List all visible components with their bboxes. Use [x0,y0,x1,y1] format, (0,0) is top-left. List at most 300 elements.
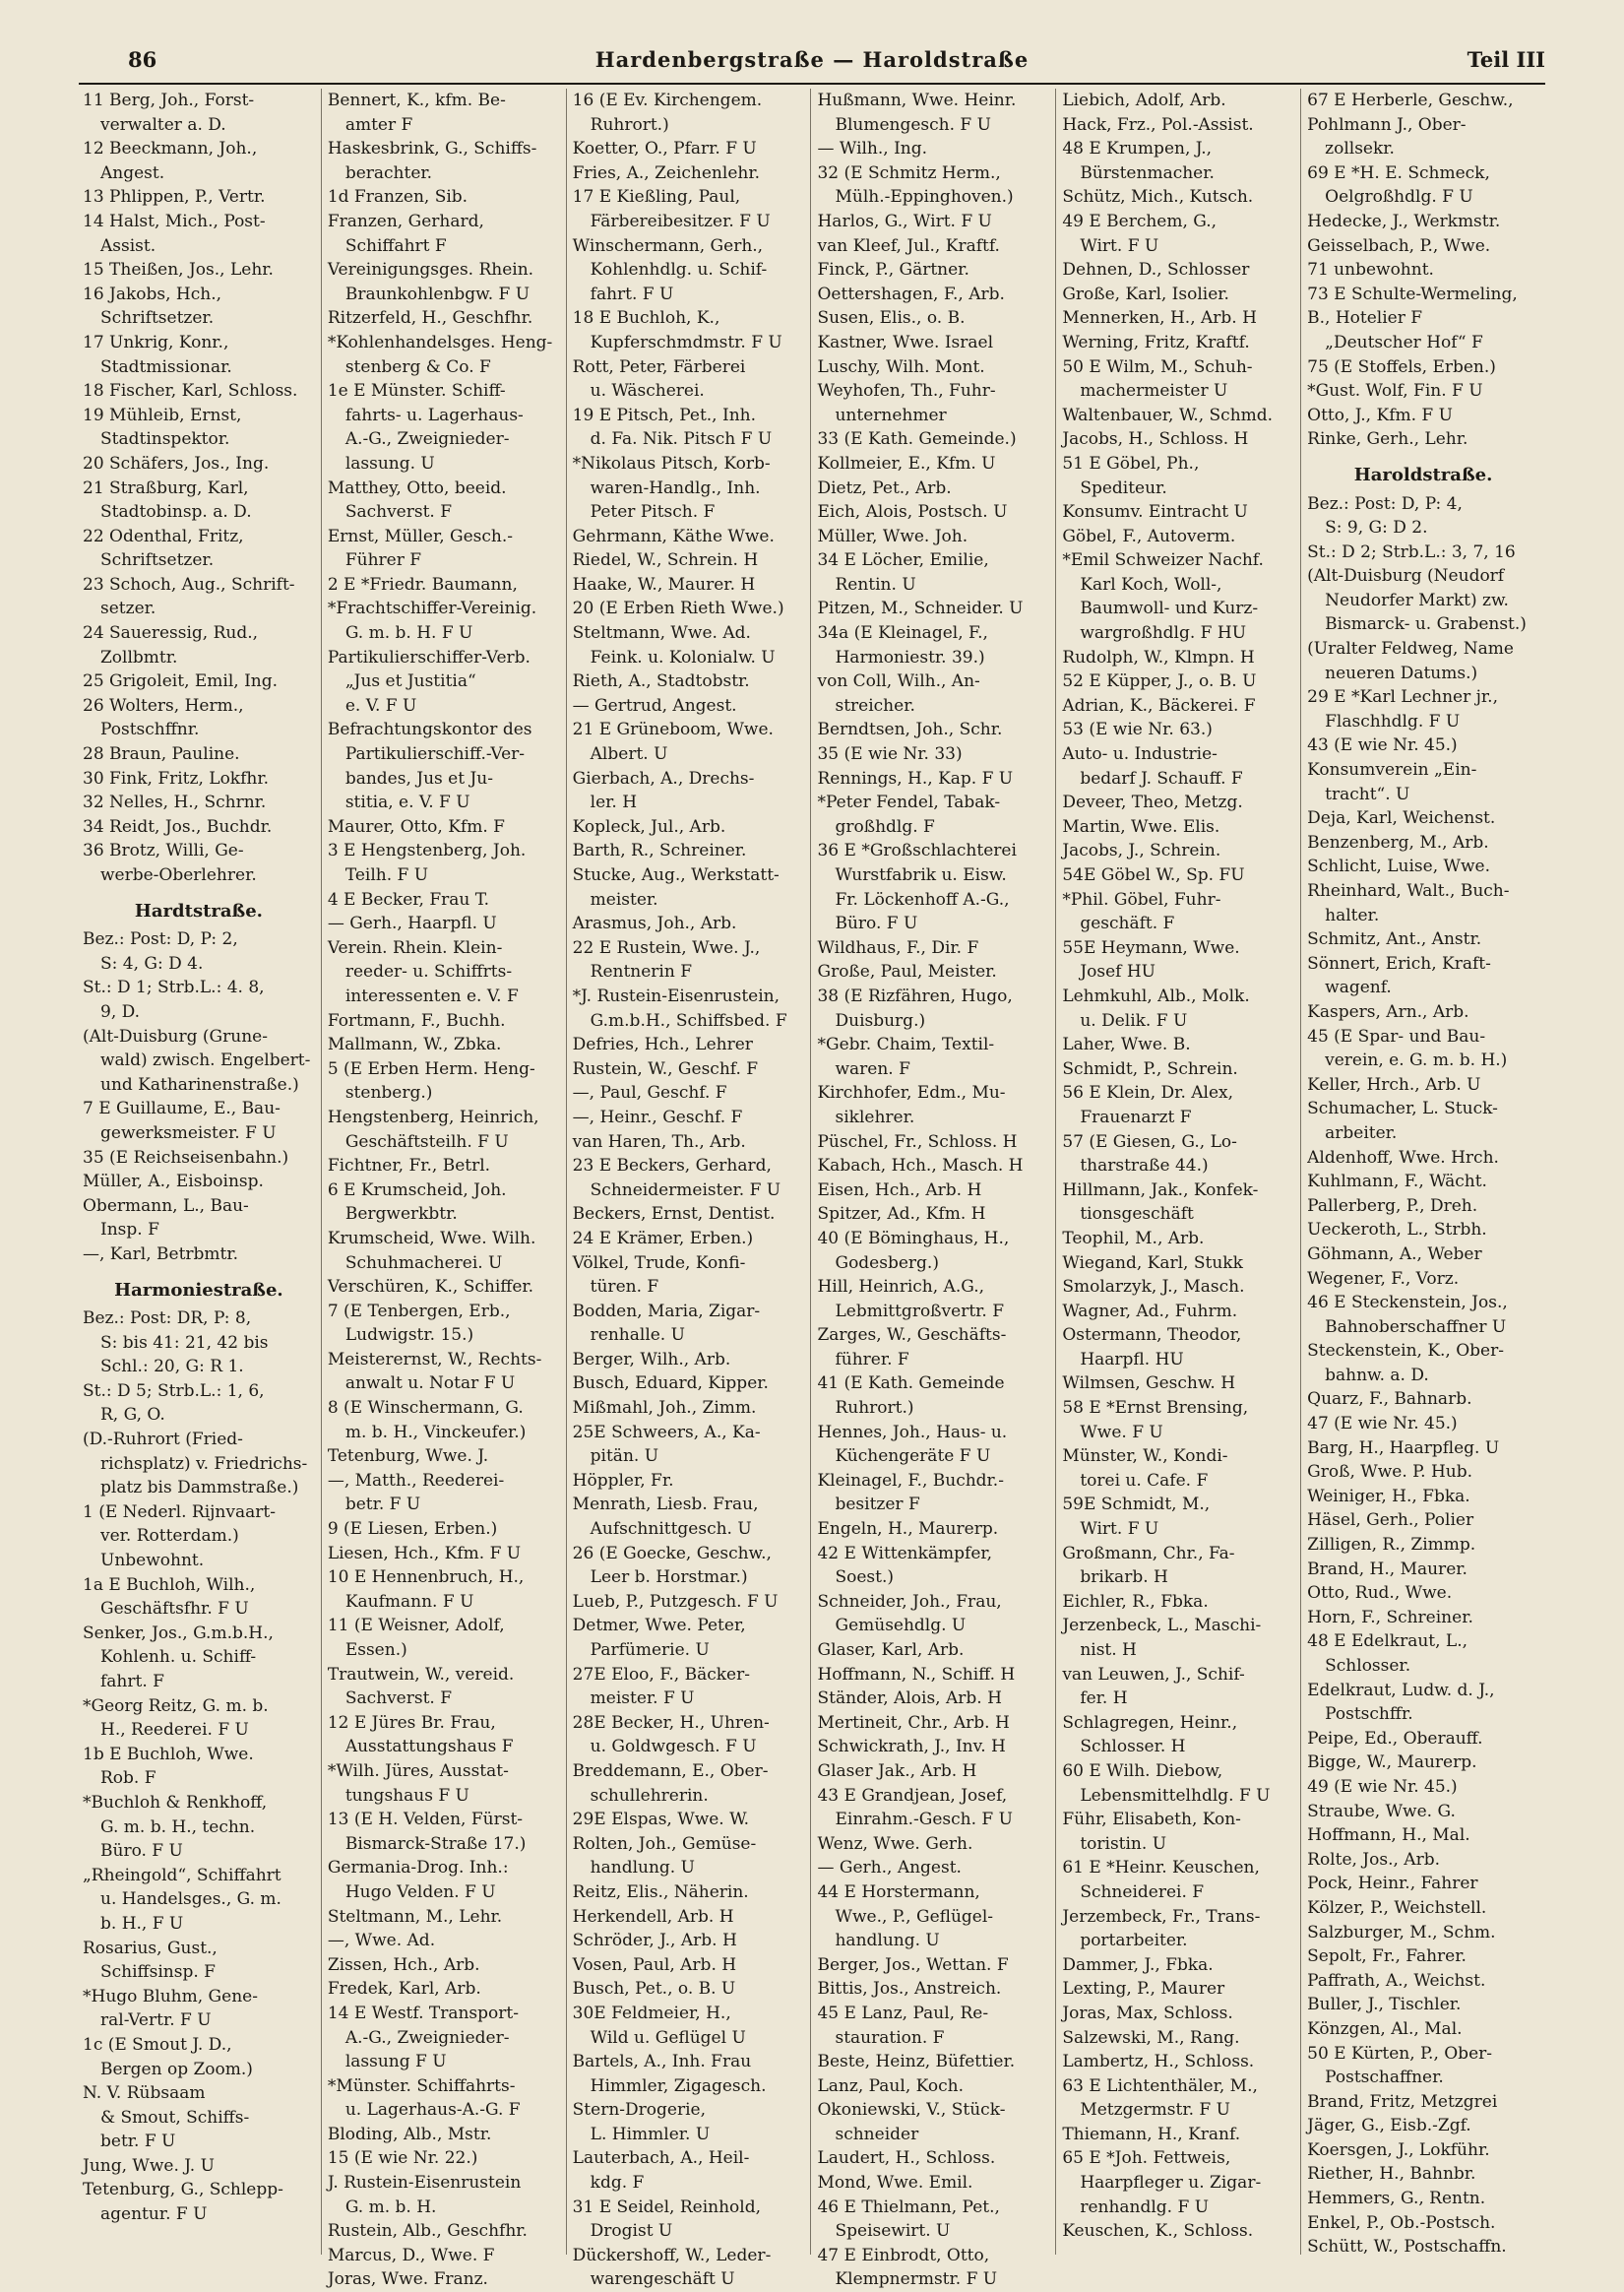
directory-entry: Pohlmann J., Ober- [1307,114,1467,135]
directory-entry: Smolarzyk, J., Masch. [1062,1277,1245,1298]
entry-continuation: Braunkohlenbgw. F U [344,284,531,304]
part-label: Teil III [1467,47,1545,72]
directory-entry: 45 E Lanz, Paul, Re- [817,2003,989,2023]
directory-entry: Große, Paul, Meister. [817,962,997,983]
entry-continuation: Stadtobinsp. a. D. [100,502,252,523]
directory-entry: Adrian, K., Bäckerei. F [1062,695,1256,716]
directory-entry: Schlagregen, Heinr., [1062,1712,1238,1733]
entry-continuation: Schl.: 20, G: R 1. [100,1357,244,1377]
entry-continuation: geschäft. F [1080,914,1175,934]
directory-entry: 5 (E Erben Herm. Heng- [327,1058,535,1079]
directory-entry: Reitz, Elis., Näherin. [572,1881,749,1902]
directory-entry: 17 E Kießling, Paul, [572,187,741,208]
directory-entry: Riether, H., Bahnbr. [1307,2164,1476,2185]
directory-entry: Hengstenberg, Heinrich, [327,1107,539,1127]
entry-continuation: Drogist U [590,2221,673,2242]
directory-entry: Dammer, J., Fbka. [1062,1954,1214,1975]
directory-entry: Barg, H., Haarpfleg. U [1307,1437,1500,1458]
column-1 [79,89,321,2255]
directory-entry: 46 E Thielmann, Pet., [817,2196,1000,2217]
entry-continuation: Küchengeräte F U [835,1446,991,1467]
entry-continuation: Blumengesch. F U [835,114,991,135]
entry-continuation: Leer b. Horstmar.) [590,1567,748,1588]
entry-continuation: renhalle. U [590,1325,685,1346]
entry-continuation: verwalter a. D. [100,114,226,135]
directory-entry: 30E Feldmeier, H., [572,2003,731,2023]
directory-entry: St.: D 5; Strb.L.: 1, 6, [83,1380,265,1401]
entry-continuation: Postschaffner. [1325,2068,1444,2088]
directory-entry: Fries, A., Zeichenlehr. [572,162,760,183]
entry-continuation: Bahnoberschaffner U [1325,1316,1507,1337]
directory-entry: Mertineit, Chr., Arb. H [817,1712,1010,1733]
directory-entry: Krumscheid, Wwe. Wilh. [327,1228,536,1248]
directory-entry: Horn, F., Schreiner. [1307,1607,1473,1627]
directory-entry: 8 (E Winschermann, G. [327,1398,524,1419]
directory-entry: 46 E Steckenstein, Jos., [1307,1293,1508,1313]
directory-entry: 22 E Rustein, Wwe. J., [572,937,761,958]
entry-continuation: Wild u. Geflügel U [590,2027,746,2048]
entry-continuation: Wirt. F U [1080,235,1159,256]
directory-entry: Senker, Jos., G.m.b.H., [83,1623,274,1643]
directory-entry: Waltenbauer, W., Schmd. [1062,405,1274,425]
entry-continuation: Schneiderei. F [1080,1881,1205,1902]
entry-continuation: tracht“. U [1325,784,1410,804]
entry-continuation: pitän. U [590,1446,659,1467]
entry-continuation: Teilh. F U [344,865,429,885]
directory-entry: Kopleck, Jul., Arb. [572,816,726,837]
directory-entry: *Hugo Bluhm, Gene- [83,1986,258,2006]
directory-entry: Gierbach, A., Drechs- [572,768,755,789]
directory-entry: 42 E Wittenkämpfer, [817,1543,993,1563]
entry-continuation: besitzer F [835,1495,920,1515]
directory-entry: 33 (E Kath. Gemeinde.) [817,429,1017,450]
directory-entry: Trautwein, W., vereid. [327,1664,515,1685]
directory-entry: 50 E Wilm, M., Schuh- [1062,356,1253,377]
directory-entry: 35 (E Reichseisenbahn.) [83,1147,289,1168]
entry-continuation: neueren Datums.) [1325,663,1478,683]
directory-entry: *Gebr. Chaim, Textil- [817,1035,995,1055]
directory-entry: 19 E Pitsch, Pet., Inh. [572,405,757,425]
entry-continuation: renhandlg. F U [1080,2196,1210,2217]
entry-continuation: Unbewohnt. [100,1551,205,1571]
entry-continuation: Aufschnittgesch. U [590,1519,752,1540]
directory-entry: 1 (E Nederl. Rijnvaart- [83,1501,276,1522]
directory-entry: Jerzenbeck, L., Maschi- [1062,1616,1262,1636]
directory-entry: Jerzembeck, Fr., Trans- [1062,1906,1261,1927]
entry-continuation: brikarb. H [1080,1567,1168,1588]
directory-entry: Ostermann, Theodor, [1062,1325,1242,1346]
entry-continuation: Karl Koch, Woll-, [1080,574,1222,595]
entry-continuation: Rentnerin F [590,962,693,983]
directory-entry: 16 Jakobs, Hch., [83,284,222,304]
entry-continuation: wagenf. [1325,978,1392,998]
entry-continuation: S: 4, G: D 4. [100,953,204,974]
entry-continuation: & Smout, Schiffs- [100,2107,250,2128]
directory-entry: Vereinigungsges. Rhein. [327,260,534,281]
entry-continuation: türen. F [590,1277,659,1298]
entry-continuation: Baumwoll- und Kurz- [1080,599,1259,619]
directory-entry: Quarz, F., Bahnarb. [1307,1389,1472,1410]
directory-entry: —, Paul, Geschf. F [572,1083,727,1104]
directory-entry: Fredek, Karl, Arb. [327,1979,481,2000]
directory-entry: Berger, Wilh., Arb. [572,1349,731,1369]
directory-entry: Otto, Rud., Wwe. [1307,1583,1453,1604]
entry-continuation: Haarpfleger u. Zigar- [1080,2173,1262,2194]
directory-entry: Haskesbrink, G., Schiffs- [327,139,537,159]
entry-continuation: anwalt u. Notar F U [344,1373,516,1394]
directory-entry: Barth, R., Schreiner. [572,841,747,861]
directory-entry: *Emil Schweizer Nachf. [1062,550,1264,571]
directory-entry: Oettershagen, F., Arb. [817,284,1005,304]
directory-entry: 56 E Klein, Dr. Alex, [1062,1083,1234,1104]
directory-entry: Gehrmann, Käthe Wwe. [572,526,775,546]
entry-continuation: Büro. F U [835,914,918,934]
directory-entry: *Buchloh & Renkhoff, [83,1792,268,1813]
directory-entry: Liebich, Adolf, Arb. [1062,91,1226,110]
entry-continuation: Einrahm.-Gesch. F U [835,1810,1013,1830]
directory-entry: Lambertz, H., Schloss. [1062,2052,1255,2072]
entry-continuation: Himmler, Zigagesch. [590,2075,767,2096]
directory-entry: *Wilh. Jüres, Ausstat- [327,1760,509,1781]
directory-entry: Jacobs, J., Schrein. [1062,841,1221,861]
directory-entry: Kirchhofer, Edm., Mu- [817,1083,1006,1104]
directory-entry: Salzewski, M., Rang. [1062,2027,1240,2048]
entry-continuation: Insp. F [100,1220,159,1241]
entry-continuation: Schiffahrt F [344,235,447,256]
directory-entry: Pitzen, M., Schneider. U [817,599,1024,619]
directory-entry: *Peter Fendel, Tabak- [817,793,1001,813]
entry-continuation: Färbereibesitzer. F U [590,211,771,231]
entry-continuation: warengeschäft U [590,2269,735,2290]
directory-entry: Brand, H., Maurer. [1307,1559,1468,1579]
entry-continuation: Essen.) [344,1640,407,1660]
directory-entry: 41 (E Kath. Gemeinde [817,1373,1005,1394]
directory-entry: 19 Mühleib, Ernst, [83,405,242,425]
entry-continuation: nist. H [1080,1640,1137,1660]
directory-entry: Hoffmann, H., Mal. [1307,1825,1470,1846]
directory-entry: Groß, Wwe. P. Hub. [1307,1462,1472,1483]
entry-continuation: Postschffnr. [100,720,200,740]
entry-continuation: Zollbmtr. [100,647,178,668]
directory-entry: Hennes, Joh., Haus- u. [817,1422,1008,1442]
directory-entry: 69 E *H. E. Schmeck, [1307,162,1490,183]
directory-entry: Schlicht, Luise, Wwe. [1307,857,1490,877]
entry-continuation: Ausstattungshaus F [344,1737,514,1757]
entry-continuation: Oelgroßhdlg. F U [1325,187,1473,208]
entry-continuation: H., Reederei. F U [100,1720,249,1741]
directory-entry: Pock, Heinr., Fahrer [1307,1874,1478,1894]
directory-entry: Paffrath, A., Weichst. [1307,1970,1486,1991]
directory-entry: Schröder, J., Arb. H [572,1931,737,1951]
entry-continuation: schullehrerin. [590,1785,709,1806]
directory-entry: Lanz, Paul, Koch. [817,2075,964,2096]
directory-entry: Winschermann, Gerh., [572,235,764,256]
directory-entry: *Georg Reitz, G. m. b. [83,1695,269,1716]
directory-entry: Kaspers, Arn., Arb. [1307,1001,1469,1022]
directory-entry: (D.-Ruhrort (Fried- [83,1430,243,1450]
directory-entry: Wilmsen, Geschw. H [1062,1373,1236,1394]
entry-continuation: machermeister U [1080,381,1228,402]
directory-entry: 18 Fischer, Karl, Schloss. [83,381,298,402]
directory-entry: Breddemann, E., Ober- [572,1760,769,1781]
entry-continuation: A.-G., Zweignieder- [344,2027,510,2048]
directory-entry: Ernst, Müller, Gesch.- [327,526,514,546]
column-5 [1055,89,1300,2255]
entry-continuation: m. b. H., Vinckeufer.) [344,1422,527,1442]
directory-entry: Konsumverein „Ein- [1307,760,1477,781]
street-heading: Hardtstraße. [134,900,263,922]
directory-entry: Riedel, W., Schrein. H [572,550,759,571]
directory-entry: 38 (E Rizfähren, Hugo, [817,986,1013,1006]
directory-entry: 1e E Münster. Schiff- [327,381,506,402]
directory-entry: Weiniger, H., Fbka. [1307,1486,1470,1506]
directory-entry: Schütz, Mich., Kutsch. [1062,187,1254,208]
entry-continuation: fahrt. F [100,1672,164,1691]
header-rule [79,83,1545,85]
entry-continuation: Schriftsetzer. [100,308,215,329]
entry-continuation: Stadtinspektor. [100,429,230,450]
directory-entry: van Leuwen, J., Schif- [1062,1664,1245,1685]
directory-entry: von Coll, Wilh., An- [817,671,980,692]
directory-entry: 21 E Grüneboom, Wwe. [572,720,774,740]
entry-continuation: stenberg.) [344,1083,433,1104]
directory-entry: 22 Odenthal, Fritz, [83,526,244,546]
entry-continuation: u. Handelsges., G. m. [100,1889,281,1910]
directory-entry: Hack, Frz., Pol.-Assist. [1062,114,1254,135]
directory-entry: *Frachtschiffer-Vereinig. [327,599,537,619]
directory-entry: Rosarius, Gust., [83,1938,218,1958]
entry-continuation: Bismarck- u. Grabenst.) [1325,614,1527,635]
directory-entry: —, Karl, Betrbmtr. [83,1243,239,1264]
directory-entry: Keuschen, K., Schloss. [1062,2221,1254,2242]
directory-entry: Luschy, Wilh. Mont. [817,356,985,377]
directory-entry: 27E Eloo, F., Bäcker- [572,1664,750,1685]
directory-entry: 34 Reidt, Jos., Buchdr. [83,816,273,837]
directory-entry: Joras, Max, Schloss. [1062,2003,1233,2023]
directory-entry: 18 E Buchloh, K., [572,308,720,329]
directory-entry: 44 E Horstermann, [817,1881,980,1902]
directory-entry: 47 E Einbrodt, Otto, [817,2245,990,2265]
directory-entry: Schmitz, Ant., Anstr. [1307,929,1482,950]
directory-entry: Koersgen, J., Lokführ. [1307,2139,1490,2160]
page-title: Hardenbergstraße — Haroldstraße [594,47,1030,72]
directory-entry: 54E Göbel W., Sp. FU [1062,865,1245,885]
entry-continuation: Schneidermeister. F U [590,1179,781,1200]
directory-entry: Höppler, Fr. [572,1470,674,1491]
entry-continuation: Parfümerie. U [590,1640,710,1660]
entry-continuation: Büro. F U [100,1841,183,1862]
directory-entry: Zarges, W., Geschäfts- [817,1325,1007,1346]
directory-entry: Geisselbach, P., Wwe. [1307,235,1491,256]
directory-entry: Lehmkuhl, Alb., Molk. [1062,986,1250,1006]
directory-entry: Matthey, Otto, beeid. [327,478,507,498]
entry-continuation: Rob. F [100,1768,156,1789]
directory-entry: Bigge, W., Maurerp. [1307,1752,1477,1773]
directory-entry: 14 Halst, Mich., Post- [83,211,266,231]
directory-entry: Hußmann, Wwe. Heinr. [817,91,1017,110]
directory-entry: 14 E Westf. Transport- [327,2003,519,2023]
columns [79,89,1545,2290]
directory-entry: 24 Saueressig, Rud., [83,623,259,644]
entry-continuation: Assist. [100,235,156,256]
directory-entry: Glaser Jak., Arb. H [817,1760,977,1781]
directory-entry: Bez.: Post: D, P: 2, [83,929,238,950]
directory-entry: 32 Nelles, H., Schrnr. [83,793,267,813]
directory-entry: Steltmann, M., Lehr. [327,1906,503,1927]
entry-continuation: Flaschhdlg. F U [1325,711,1461,732]
directory-entry: Glaser, Karl, Arb. [817,1640,965,1660]
directory-entry: van Kleef, Jul., Kraftf. [817,235,1000,256]
directory-entry: 15 (E wie Nr. 22.) [327,2148,478,2169]
directory-entry: Busch, Eduard, Kipper. [572,1373,769,1394]
directory-entry: Aldenhoff, Wwe. Hrch. [1307,1147,1499,1168]
entry-continuation: führer. F [835,1349,909,1369]
directory-entry: Partikulierschiffer-Verb. [327,647,531,668]
entry-continuation: Angest. [100,162,165,183]
directory-entry: Rinke, Gerh., Lehr. [1307,429,1468,450]
directory-entry: Lexting, P., Maurer [1062,1979,1225,2000]
directory-entry: Schumacher, L. Stuck- [1307,1099,1498,1119]
entry-continuation: Bismarck-Straße 17.) [344,1833,527,1854]
entry-continuation: fer. H [1080,1688,1128,1709]
entry-continuation: Bürstenmacher. [1080,162,1215,183]
directory-entry: 3 E Hengstenberg, Joh. [327,841,527,861]
entry-continuation: u. Lagerhaus-A.-G. F [344,2100,521,2121]
street-heading: Harmoniestraße. [114,1279,283,1301]
directory-entry: Harlos, G., Wirt. F U [817,211,992,231]
entry-continuation: Wurstfabrik u. Eisw. [835,865,1007,885]
entry-continuation: tharstraße 44.) [1080,1156,1209,1177]
entry-continuation: A.-G., Zweignieder- [344,429,510,450]
entry-continuation: unternehmer [835,405,947,425]
page-header [79,43,1545,89]
directory-entry: Teophil, M., Arb. [1062,1228,1205,1248]
directory-entry: Bennert, K., kfm. Be- [327,91,506,110]
directory-entry: Lauterbach, A., Heil- [572,2148,750,2169]
entry-continuation: R, G, O. [100,1405,165,1426]
directory-entry: Deveer, Theo, Metzg. [1062,793,1243,813]
directory-entry: 11 Berg, Joh., Forst- [83,91,255,110]
directory-entry: Arasmus, Joh., Arb. [572,914,737,934]
directory-entry: Eich, Alois, Postsch. U [817,502,1008,523]
entry-continuation: Ludwigstr. 15.) [344,1325,474,1346]
directory-entry: Fortmann, F., Buchh. [327,1010,506,1031]
entry-continuation: S: 9, G: D 2. [1325,518,1428,539]
directory-entry: Göbel, F., Autoverm. [1062,526,1236,546]
directory-entry: Göhmann, A., Weber [1307,1243,1482,1264]
directory-entry: Tetenburg, Wwe. J. [327,1446,489,1467]
directory-entry: — Gerh., Haarpfl. U [327,914,497,934]
entry-continuation: Fr. Löckenhoff A.-G., [835,889,1010,910]
directory-entry: Kastner, Wwe. Israel [817,332,994,352]
directory-entry: Dietz, Pet., Arb. [817,478,952,498]
directory-entry: 40 (E Böminghaus, H., [817,1228,1010,1248]
directory-entry: Engeln, H., Maurerp. [817,1519,999,1540]
directory-entry: 20 Schäfers, Jos., Ing. [83,453,270,474]
directory-entry: Maurer, Otto, Kfm. F [327,816,505,837]
entry-continuation: G. m. b. H. [344,2196,437,2217]
directory-entry: —, Matth., Reederei- [327,1470,505,1491]
entry-continuation: Bergwerkbtr. [344,1204,458,1225]
entry-continuation: bedarf J. Schauff. F [1080,768,1243,789]
directory-entry: 1c (E Smout J. D., [83,2034,232,2055]
directory-entry: Steltmann, Wwe. Ad. [572,623,751,644]
directory-entry: Verein. Rhein. Klein- [327,937,503,958]
directory-entry: *J. Rustein-Eisenrustein, [572,986,781,1006]
directory-entry: Hill, Heinrich, A.G., [817,1277,985,1298]
directory-entry: Rustein, W., Geschf. F [572,1058,759,1079]
directory-entry: Befrachtungskontor des [327,720,532,740]
directory-entry: Großmann, Chr., Fa- [1062,1543,1235,1563]
entry-continuation: Partikulierschiff.-Ver- [344,744,526,765]
directory-entry: Schwickrath, J., Inv. H [817,1737,1006,1757]
entry-continuation: wargroßhdlg. F HU [1080,623,1247,644]
directory-entry: Rolte, Jos., Arb. [1307,1849,1440,1870]
entry-continuation: gewerksmeister. F U [100,1122,277,1143]
directory-entry: 48 E Krumpen, J., [1062,139,1213,159]
directory-entry: 71 unbewohnt. [1307,260,1434,281]
directory-entry: Kleinagel, F., Buchdr.- [817,1470,1004,1491]
directory-entry: 55E Heymann, Wwe. [1062,937,1240,958]
entry-continuation: Ruhrort.) [590,114,669,135]
directory-entry: 25 Grigoleit, Emil, Ing. [83,671,279,692]
directory-entry: Kuhlmann, F., Wächt. [1307,1172,1487,1192]
directory-entry: „Rheingold“, Schiffahrt [83,1865,281,1885]
entry-continuation: Schlosser. [1325,1656,1411,1676]
directory-entry: — Gerh., Angest. [817,1858,962,1878]
directory-entry: Dückershoff, W., Leder- [572,2245,772,2265]
page-number: 86 [128,47,157,72]
directory-entry: Mallmann, W., Zbka. [327,1035,502,1055]
directory-entry: Zilligen, R., Zimmp. [1307,1535,1476,1556]
entry-continuation: betr. F U [344,1495,421,1515]
directory-entry: Führ, Elisabeth, Kon- [1062,1810,1241,1830]
entry-continuation: Bergen op Zoom.) [100,2059,253,2079]
entry-continuation: Kohlenh. u. Schiff- [100,1647,257,1668]
column-6 [1300,89,1545,2258]
directory-entry: 31 E Seidel, Reinhold, [572,2196,761,2217]
directory-entry: Laher, Wwe. B. [1062,1035,1191,1055]
directory-entry: Joras, Wwe. Franz. [327,2269,488,2290]
directory-entry: Rustein, Alb., Geschfhr. [327,2221,528,2242]
directory-entry: Straube, Wwe. G. [1307,1801,1456,1821]
directory-entry: Herkendell, Arb. H [572,1906,734,1927]
directory-entry: Keller, Hrch., Arb. U [1307,1074,1481,1095]
directory-entry: 43 E Grandjean, Josef, [817,1785,1008,1806]
entry-continuation: waren. F [835,1058,910,1079]
entry-continuation: stauration. F [835,2027,945,2048]
directory-entry: Deja, Karl, Weichenst. [1307,808,1496,829]
directory-entry: 49 E Berchem, G., [1062,211,1218,231]
directory-entry: Wagner, Ad., Fuhrm. [1062,1301,1238,1321]
directory-entry: Liesen, Hch., Kfm. F U [327,1543,522,1563]
directory-entry: Salzburger, M., Schm. [1307,1922,1496,1942]
directory-entry: Peipe, Ed., Oberauff. [1307,1728,1483,1749]
entry-continuation: Schlosser. H [1080,1737,1186,1757]
directory-entry: 30 Fink, Fritz, Lokfhr. [83,768,270,789]
directory-entry: Völkel, Trude, Konfi- [572,1252,746,1273]
directory-entry: Stern-Drogerie, [572,2100,706,2121]
directory-entry: Stucke, Aug., Werkstatt- [572,865,780,885]
directory-entry: 51 E Göbel, Ph., [1062,453,1200,474]
directory-entry: Könzgen, Al., Mal. [1307,2018,1463,2039]
directory-entry: 28 Braun, Pauline. [83,744,240,765]
entry-continuation: Mülh.-Eppinghoven.) [835,187,1014,208]
directory-entry: Mißmahl, Joh., Zimm. [572,1398,757,1419]
entry-continuation: Lebmittgroßvertr. F [835,1301,1005,1321]
street-heading: Haroldstraße. [1353,464,1493,485]
directory-entry: —, Wwe. Ad. [327,1931,436,1951]
